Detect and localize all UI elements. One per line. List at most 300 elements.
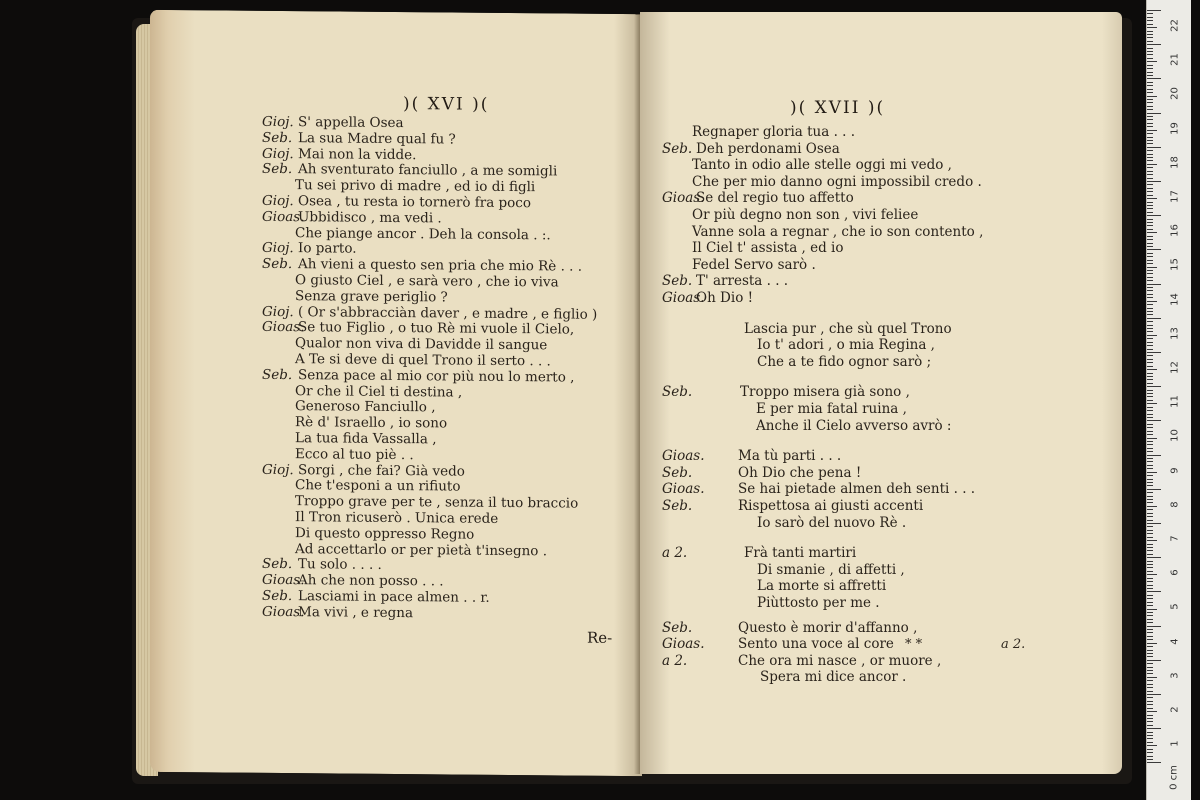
ruler-tick	[1147, 711, 1157, 712]
ruler-tick	[1147, 420, 1161, 421]
speaker-label: Seb.	[262, 366, 293, 383]
speaker-label: Gioas.	[662, 636, 705, 653]
ruler-tick	[1147, 290, 1153, 291]
ruler-tick	[1147, 17, 1153, 18]
ruler-tick	[1147, 41, 1153, 42]
ruler-number: 6	[1169, 569, 1181, 576]
ruler-tick	[1147, 496, 1153, 497]
ruler-tick	[1147, 243, 1153, 244]
ruler-tick	[1147, 366, 1153, 367]
ruler-number: 4	[1169, 637, 1181, 645]
ruler-tick	[1147, 256, 1153, 257]
ruler-tick	[1147, 533, 1153, 534]
ruler-tick	[1147, 479, 1153, 480]
ruler-tick	[1147, 308, 1153, 309]
ruler-tick	[1147, 451, 1153, 452]
verse-text: Ma vivi , e regna	[298, 603, 414, 621]
ruler-tick	[1147, 516, 1153, 517]
ruler-tick	[1147, 656, 1153, 657]
ruler-tick	[1147, 465, 1153, 466]
speaker-label: Seb.	[662, 619, 693, 636]
ruler-tick	[1147, 297, 1153, 298]
ruler-tick	[1147, 728, 1161, 729]
ruler-tick	[1147, 492, 1153, 493]
ruler-tick	[1147, 684, 1153, 685]
verse-text: Lasciami in pace almen . . r.	[298, 588, 490, 606]
verse-text: Oh Dio !	[696, 290, 754, 306]
ruler-number: 17	[1169, 190, 1181, 203]
ruler-tick	[1147, 742, 1153, 743]
ruler-tick	[1147, 225, 1153, 226]
verse-text: Sorgi , che fai? Già vedo	[298, 461, 465, 480]
ruler-tick	[1147, 126, 1153, 127]
ruler-tick	[1147, 338, 1153, 339]
ruler-number: 12	[1169, 361, 1181, 374]
ruler-tick	[1147, 489, 1161, 490]
ruler-tick	[1147, 588, 1153, 589]
verse-text: Ah sventurato fanciullo , a me somigli	[298, 161, 558, 180]
ruler-tick	[1147, 619, 1153, 620]
ruler-tick	[1147, 694, 1161, 695]
speaker-label: a 2.	[662, 545, 688, 562]
ruler-number: 20	[1169, 87, 1181, 101]
ruler-number: 5	[1169, 603, 1181, 611]
ruler-tick	[1147, 502, 1153, 503]
verse-text: Generoso Fanciullo ,	[295, 398, 436, 416]
ruler-tick	[1147, 277, 1153, 278]
ruler-tick	[1147, 294, 1153, 295]
ruler-tick	[1147, 561, 1153, 562]
verse-text: A Te si deve di quel Trono il serto . . .	[295, 351, 551, 370]
ruler-tick	[1147, 513, 1153, 514]
speaker-label: Gioas.	[262, 603, 305, 620]
ruler-tick	[1147, 701, 1153, 702]
ruler-tick	[1147, 526, 1153, 527]
ruler-number: 11	[1169, 395, 1181, 409]
verse-text: Sento una voce al core	[738, 636, 894, 653]
ruler-tick	[1147, 232, 1157, 233]
ruler-tick	[1147, 164, 1157, 165]
ruler-tick	[1147, 31, 1153, 32]
ruler-number: 21	[1169, 53, 1181, 67]
ruler-tick	[1147, 215, 1161, 216]
verse-text: Piùttosto per me .	[757, 595, 880, 611]
ruler-tick	[1147, 605, 1153, 606]
ruler-tick	[1147, 725, 1153, 726]
ruler-tick	[1147, 554, 1153, 555]
ruler-tick	[1147, 82, 1153, 83]
ruler-tick	[1147, 34, 1153, 35]
ruler-tick	[1147, 246, 1153, 247]
ruler-tick	[1147, 403, 1157, 404]
verse-text: Di smanie , di affetti ,	[757, 561, 905, 578]
speaker-label: Gioj.	[262, 145, 294, 162]
verse-text: Questo è morir d'affanno ,	[738, 619, 918, 636]
speaker-label: Gioj.	[262, 303, 294, 320]
ruler-tick	[1147, 147, 1161, 148]
left-page-header: )( XVI )(	[403, 94, 490, 115]
speaker-label: Gioas.	[262, 572, 305, 589]
ruler-number: 10	[1169, 429, 1181, 443]
ruler-tick	[1147, 89, 1153, 90]
ruler-tick	[1147, 574, 1157, 575]
ruler-tick	[1147, 263, 1153, 264]
ruler-tick	[1147, 673, 1153, 674]
ruler-tick	[1147, 609, 1157, 610]
ruler-tick	[1147, 61, 1157, 62]
verse-text: Il Ciel t' assista , ed io	[692, 240, 844, 257]
ruler-tick	[1147, 458, 1153, 459]
ruler-tick	[1147, 287, 1153, 288]
ruler-tick	[1147, 352, 1161, 353]
ruler-number: 16	[1169, 224, 1181, 238]
ruler-tick	[1147, 663, 1153, 664]
ruler-tick	[1147, 680, 1153, 681]
ruler-tick	[1147, 13, 1153, 14]
verse-text: O giusto Ciel , e sarà vero , che io viva	[295, 272, 559, 291]
ruler-tick	[1147, 304, 1153, 305]
verse-text: Se del regio tuo affetto	[696, 190, 854, 207]
measuring-ruler	[1146, 0, 1191, 800]
ruler-tick	[1147, 386, 1161, 387]
ruler-tick	[1147, 20, 1153, 21]
ruler-tick	[1147, 198, 1157, 199]
ruler-tick	[1147, 314, 1153, 315]
verse-text: Osea , tu resta io tornerò fra poco	[298, 193, 532, 212]
ruler-tick	[1147, 106, 1153, 107]
ruler-tick	[1147, 650, 1153, 651]
ruler-tick	[1147, 738, 1153, 739]
ruler-number: 1	[1169, 740, 1181, 747]
ruler-tick	[1147, 622, 1153, 623]
verse-text: Di questo oppresso Regno	[295, 524, 475, 543]
ruler-tick	[1147, 687, 1153, 688]
ruler-tick	[1147, 376, 1153, 377]
ruler-tick	[1147, 167, 1153, 168]
ruler-tick	[1147, 355, 1153, 356]
speaker-label: Seb.	[662, 140, 693, 157]
ruler-tick	[1147, 181, 1161, 182]
ruler-number: 15	[1169, 258, 1181, 272]
ruler-tick	[1147, 65, 1153, 66]
speaker-label: Seb.	[262, 587, 293, 605]
ruler-tick	[1147, 444, 1153, 445]
ruler-tick	[1147, 390, 1153, 391]
ruler-tick	[1147, 417, 1153, 418]
verse-text: Regnaper gloria tua . . .	[692, 124, 856, 140]
verse-text: La morte si affretti	[757, 578, 887, 595]
ruler-tick	[1147, 557, 1161, 558]
verse-text: Senza grave periglio ?	[295, 287, 448, 306]
ruler-number: 14	[1169, 292, 1181, 306]
ruler-tick	[1147, 455, 1161, 456]
ruler-tick	[1147, 643, 1157, 644]
ruler-tick	[1147, 150, 1153, 151]
ruler-tick	[1147, 441, 1153, 442]
ruler-tick	[1147, 140, 1153, 141]
ruler-tick	[1147, 697, 1153, 698]
verse-text: Io sarò del nuovo Rè .	[757, 514, 907, 531]
ruler-tick	[1147, 718, 1153, 719]
ruler-tick	[1147, 85, 1153, 86]
ruler-tick	[1147, 759, 1153, 760]
speaker-label: Gioas.	[662, 481, 705, 498]
ruler-tick	[1147, 311, 1153, 312]
ruler-tick	[1147, 188, 1153, 189]
verse-text: Or più degno non son , vivi feliee	[692, 207, 919, 223]
ruler-tick	[1147, 691, 1153, 692]
ruler-tick	[1147, 273, 1153, 274]
ruler-tick	[1147, 715, 1153, 716]
speaker-label: Seb.	[662, 498, 693, 514]
ruler-tick	[1147, 482, 1153, 483]
ruler-tick	[1147, 735, 1153, 736]
verse-text: Che piange ancor . Deh la consola . :.	[295, 224, 551, 243]
verse-text: Fedel Servo sarò .	[692, 256, 816, 273]
ruler-tick	[1147, 448, 1153, 449]
signature-mark: a 2.	[1001, 637, 1026, 652]
ruler-number: 7	[1169, 535, 1181, 542]
ruler-tick	[1147, 205, 1153, 206]
ruler-tick	[1147, 431, 1153, 432]
verse-text: Spera mi dice ancor .	[760, 669, 907, 686]
ruler-tick	[1147, 653, 1153, 654]
ruler-tick	[1147, 318, 1161, 319]
ruler-tick	[1147, 708, 1153, 709]
ruler-tick	[1147, 99, 1153, 100]
verse-text: Troppo misera già sono ,	[740, 384, 910, 401]
ruler-tick	[1147, 602, 1153, 603]
ruler-tick	[1147, 585, 1153, 586]
ruler-tick	[1147, 174, 1153, 175]
ruler-tick	[1147, 54, 1153, 55]
ruler-tick	[1147, 349, 1153, 350]
right-page-header: )( XVII )(	[790, 98, 886, 118]
ruler-tick	[1147, 123, 1153, 124]
ruler-tick	[1147, 523, 1161, 524]
ruler-tick	[1147, 133, 1153, 134]
ruler-tick	[1147, 639, 1153, 640]
ruler-tick	[1147, 280, 1153, 281]
ruler-tick	[1147, 424, 1153, 425]
ruler-tick	[1147, 345, 1153, 346]
ruler-tick	[1147, 222, 1153, 223]
ruler-tick	[1147, 540, 1157, 541]
ruler-tick	[1147, 239, 1153, 240]
ruler-tick	[1147, 335, 1157, 336]
ruler-tick	[1147, 373, 1153, 374]
verse-text: E per mia fatal ruina ,	[756, 401, 907, 417]
ruler-number: 22	[1169, 19, 1181, 32]
ruler-tick	[1147, 410, 1153, 411]
ruler-tick	[1147, 400, 1153, 401]
ruler-tick	[1147, 58, 1153, 59]
verse-text: Senza pace al mio cor più nou lo merto ,	[298, 366, 575, 386]
ruler-tick	[1147, 154, 1153, 155]
ruler-number: 9	[1169, 466, 1181, 474]
ruler-tick	[1147, 212, 1153, 213]
ruler-tick	[1147, 677, 1157, 678]
ruler-tick	[1147, 396, 1153, 397]
ruler-tick	[1147, 461, 1153, 462]
ruler-tick	[1147, 427, 1153, 428]
verse-text: La tua fida Vassalla ,	[295, 430, 437, 448]
ruler-tick	[1147, 629, 1153, 630]
ruler-tick	[1147, 253, 1153, 254]
ruler-tick	[1147, 721, 1153, 722]
ruler-tick	[1147, 667, 1153, 668]
ruler-tick	[1147, 571, 1153, 572]
verse-text: Ah vieni a questo sen pria che mio Rè . . .	[298, 256, 583, 275]
speaker-label: Seb.	[262, 256, 293, 273]
ruler-tick	[1147, 301, 1157, 302]
verse-text: Rè d' Israello , io sono	[295, 414, 448, 432]
ruler-tick	[1147, 550, 1153, 551]
ruler-tick	[1147, 362, 1153, 363]
speaker-label: Seb.	[262, 161, 293, 178]
ruler-tick	[1147, 626, 1161, 627]
ruler-number: 2	[1169, 706, 1181, 713]
verse-text: Troppo grave per te , senza il tuo braccio	[295, 493, 579, 512]
speaker-label: Seb.	[662, 464, 693, 481]
ruler-number: 8	[1169, 501, 1181, 508]
verse-text: Mai non la vidde.	[298, 145, 417, 163]
ruler-tick	[1147, 130, 1157, 131]
verse-text: Che ora mi nasce , or muore ,	[738, 652, 942, 669]
speaker-label: Seb.	[262, 556, 293, 573]
speaker-label: Gioas.	[662, 190, 705, 207]
ruler-tick	[1147, 202, 1153, 203]
ruler-tick	[1147, 157, 1153, 158]
ruler-tick	[1147, 342, 1153, 343]
ruler-tick	[1147, 704, 1153, 705]
verse-text: Qualor non viva di Davidde il sangue	[295, 335, 548, 354]
left-page	[150, 10, 642, 776]
ruler-number: 18	[1169, 155, 1181, 169]
speaker-label: Seb.	[262, 129, 293, 146]
ruler-tick	[1147, 393, 1153, 394]
ruler-tick	[1147, 328, 1153, 329]
ruler-tick	[1147, 485, 1153, 486]
verse-text: Io parto.	[298, 240, 357, 258]
ruler-tick	[1147, 472, 1157, 473]
ruler-tick	[1147, 249, 1161, 250]
ruler-tick	[1147, 612, 1153, 613]
verse-text: Deh perdonami Osea	[696, 140, 840, 157]
ruler-tick	[1147, 37, 1153, 38]
ruler-tick	[1147, 632, 1153, 633]
ruler-tick	[1147, 407, 1153, 408]
verse-text: Rispettosa ai giusti accenti	[738, 498, 924, 514]
ruler-number: 3	[1169, 672, 1181, 679]
verse-text: Che per mio danno ogni impossibil credo .	[692, 173, 982, 190]
ruler-tick	[1147, 10, 1161, 11]
ruler-tick	[1147, 178, 1153, 179]
ruler-tick	[1147, 119, 1153, 120]
ruler-tick	[1147, 68, 1153, 69]
ruler-tick	[1147, 745, 1157, 746]
catchword: Re-	[587, 628, 613, 647]
ruler-tick	[1147, 369, 1157, 370]
ruler-tick	[1147, 547, 1153, 548]
ruler-tick	[1147, 113, 1161, 114]
ruler-tick	[1147, 229, 1153, 230]
ruler-tick	[1147, 331, 1153, 332]
verse-text: Tanto in odio alle stelle oggi mi vedo ,	[692, 157, 952, 174]
verse-text: Il Tron ricuserò . Unica erede	[295, 509, 499, 527]
ruler-tick	[1147, 578, 1153, 579]
ruler-tick	[1147, 749, 1153, 750]
ruler-tick	[1147, 530, 1153, 531]
speaker-label: Gioj.	[262, 461, 294, 478]
ruler-tick	[1147, 51, 1153, 52]
ruler-tick	[1147, 732, 1153, 733]
ruler-tick	[1147, 591, 1161, 592]
verse-text: Oh Dio che pena !	[738, 464, 862, 481]
ruler-tick	[1147, 520, 1153, 521]
ruler-tick	[1147, 208, 1153, 209]
ruler-tick	[1147, 27, 1157, 28]
ruler-tick	[1147, 537, 1153, 538]
ruler-tick	[1147, 96, 1157, 97]
ruler-tick	[1147, 646, 1153, 647]
ruler-tick	[1147, 116, 1153, 117]
ruler-tick	[1147, 414, 1153, 415]
verse-text: Se hai pietade almen deh senti . . .	[738, 481, 976, 498]
ruler-tick	[1147, 468, 1153, 469]
ruler-tick	[1147, 564, 1153, 565]
ruler-tick	[1147, 506, 1157, 507]
right-page	[640, 12, 1122, 774]
verse-text: Io t' adori , o mia Regina ,	[757, 337, 935, 354]
ruler-tick	[1147, 756, 1153, 757]
speaker-label: Seb.	[662, 384, 693, 401]
ruler-tick	[1147, 219, 1153, 220]
ruler-tick	[1147, 615, 1153, 616]
ruler-tick	[1147, 78, 1161, 79]
speaker-label: Gioj.	[262, 240, 294, 257]
verse-text: ( Or s'abbracciàn daver , e madre , e figlio )	[298, 303, 598, 323]
ruler-tick	[1147, 48, 1153, 49]
ruler-tick	[1147, 24, 1153, 25]
ruler-tick	[1147, 72, 1153, 73]
ruler-tick	[1147, 44, 1161, 45]
ruler-tick	[1147, 284, 1161, 285]
verse-text: Vanne sola a regnar , che io son contento ,	[692, 223, 984, 240]
speaker-label: Gioas.	[662, 448, 705, 465]
ruler-tick	[1147, 636, 1153, 637]
verse-text: Ad accettarlo or per pietà t'insegno .	[295, 540, 548, 559]
ruler-tick	[1147, 544, 1153, 545]
verse-text: S' appella Osea	[298, 114, 404, 132]
speaker-label: Seb.	[662, 273, 693, 290]
verse-text: Tu solo . . . .	[298, 556, 382, 574]
ruler-tick	[1147, 270, 1153, 271]
ruler-tick	[1147, 383, 1153, 384]
ruler-tick	[1147, 160, 1153, 161]
verse-text: Frà tanti martiri	[744, 545, 857, 562]
ruler-tick	[1147, 359, 1153, 360]
ruler-tick	[1147, 260, 1153, 261]
verse-text: Ecco al tuo piè . .	[295, 445, 414, 463]
verse-text: Che t'esponi a un rifiuto	[295, 477, 461, 495]
ruler-tick	[1147, 92, 1153, 93]
page-ornament: * *	[905, 637, 923, 652]
ruler-tick	[1147, 567, 1153, 568]
ruler-tick	[1147, 595, 1153, 596]
ruler-tick	[1147, 75, 1153, 76]
verse-text: T' arresta . . .	[696, 273, 789, 290]
